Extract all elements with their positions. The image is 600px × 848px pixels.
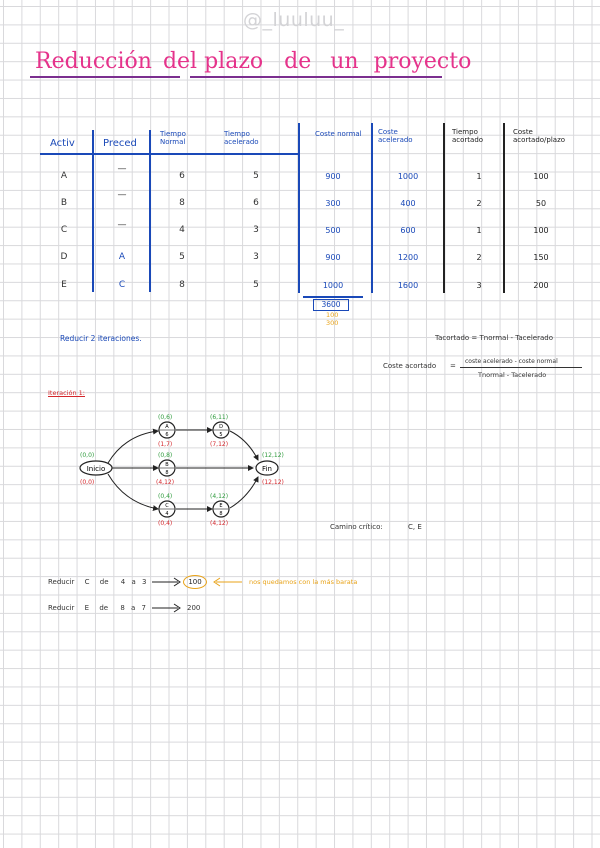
r1-arrow [152,577,182,587]
cell-cp: 100 [533,172,549,181]
camino-critico-value: C, E [408,523,422,531]
cell-preced: — [117,220,127,230]
cell-ca: 400 [400,199,416,208]
total-add: 300 [326,319,339,327]
header-tiempo-normal: Tiempo Normal [160,130,186,146]
cell-ta: 6 [253,198,259,208]
cell-activ: E [61,280,67,290]
cell-cp: 200 [533,281,549,290]
c-late: (0,4) [158,520,173,527]
edge-d-fin [230,431,258,460]
sum-line [303,296,363,298]
r2-from: 8 [120,604,125,612]
r1-activity: C [84,578,90,586]
cell-cn: 500 [325,226,341,235]
r1-note-arrow [212,577,242,587]
table-divider [371,123,373,293]
camino-critico-label: Camino crítico: [330,523,383,531]
title-word: proyecto [373,49,472,74]
header-coste-acortado-plazo: Coste acortado/plazo [513,128,566,144]
cell-ca: 600 [400,226,416,235]
cell-preced: — [117,164,127,174]
header-activ: Activ [50,138,75,149]
title-word: plazo [204,49,264,74]
table-header-line [40,153,298,155]
node-c-label: C [165,503,169,509]
cell-preced: C [118,280,126,290]
cell-ca: 1200 [397,253,419,262]
title-underline [190,76,442,78]
r2-arrow [152,603,182,613]
edge-inicio-a [108,431,158,463]
node-a-duration: 6 [165,432,169,438]
cell-cp: 150 [533,253,549,262]
r1-a: a [131,578,136,586]
cell-cn: 900 [325,253,341,262]
cell-tac: 2 [476,253,482,262]
node-d-duration: 5 [219,432,223,438]
cell-tac: 1 [476,172,482,181]
table-divider [503,123,505,293]
cell-cn: 300 [325,199,341,208]
fin-early: (12,12) [262,452,284,459]
r2-label: Reducir [48,604,75,612]
total-box: 3600 [313,299,349,311]
cell-activ: D [60,252,68,262]
formula-numerator: coste acelerado - coste normal [465,358,558,365]
cell-activ: A [60,171,68,181]
inicio-late: (0,0) [80,479,95,486]
cell-activ: C [60,225,68,235]
header-preced: Preced [103,138,137,149]
r1-de: de [99,578,109,586]
page-title [35,49,471,74]
r1-label: Reducir [48,578,75,586]
a-early: (0,6) [158,414,173,421]
project-network [70,405,310,530]
node-e-label: E [219,503,223,509]
reduction-row-1 [48,578,146,586]
r2-activity: E [84,604,90,612]
title-word: de [284,49,312,74]
node-c-duration: 4 [165,511,169,517]
r2-de: de [99,604,109,612]
cell-ca: 1000 [397,172,419,181]
node-b-duration: 8 [165,470,169,476]
table-divider [149,130,151,292]
cell-cn: 1000 [322,281,344,290]
inicio-early: (0,0) [80,452,95,459]
edge-e-fin [230,477,258,508]
node-e-duration: 8 [219,511,223,517]
cell-tac: 2 [476,199,482,208]
b-early: (0,8) [158,452,173,459]
formula-coste-eq: = [450,362,456,370]
title-word: del [162,49,198,74]
formula-tacortado: Tacortado = Tnormal - Tacelerado [435,334,553,342]
header-coste-acelerado: Coste acelerado [378,128,413,144]
iteracion-title: Iteración 1: [48,389,85,397]
cell-activ: B [60,198,68,208]
node-fin-label: Fin [262,465,272,473]
reduction-row-2 [48,604,146,612]
total-add: 100 [326,311,339,319]
r2-to: 7 [141,604,147,612]
watermark: @_luuluu_ [243,9,345,31]
r2-cost: 200 [187,604,201,612]
table-divider [298,123,300,293]
reducir-iteraciones: Reducir 2 iteraciones. [60,334,142,343]
cell-cp: 50 [535,199,547,208]
cell-ta: 5 [253,280,259,290]
title-word: Reducción [35,49,152,74]
header-tiempo-acelerado: Tiempo acelerado [224,130,259,146]
table-divider [443,123,445,293]
r2-a: a [131,604,136,612]
cell-tn: 6 [179,171,185,181]
cell-tac: 3 [476,281,482,290]
fraction-bar [460,367,582,368]
d-early: (6,11) [210,414,229,421]
table-divider [92,130,94,292]
e-late: (4,12) [210,520,229,527]
cell-ta: 3 [253,225,259,235]
header-tiempo-acortado: Tiempo acortado [452,128,484,144]
a-late: (1,7) [158,441,173,448]
cell-tac: 1 [476,226,482,235]
header-coste-normal: Coste normal [315,130,362,138]
node-d-label: D [219,424,223,430]
formula-denominator: Tnormal - Tacelerado [478,371,547,379]
cell-ta: 3 [253,252,259,262]
cell-tn: 5 [179,252,185,262]
node-b-label: B [165,462,169,468]
cell-ta: 5 [253,171,259,181]
cell-preced: A [118,252,126,262]
r1-note: nos quedamos con la más barata [249,578,358,586]
formula-coste-label: Coste acortado [383,362,437,370]
fin-late: (12,12) [262,479,284,486]
edge-inicio-c [108,474,158,509]
node-inicio-label: Inicio [86,465,106,473]
e-early: (4,12) [210,493,229,500]
title-word: un [330,49,359,74]
b-late: (4,12) [156,479,175,486]
r1-to: 3 [142,578,147,586]
cell-ca: 1600 [397,281,419,290]
cell-cp: 100 [533,226,549,235]
cell-tn: 8 [179,198,185,208]
cell-tn: 4 [179,225,185,235]
r1-from: 4 [120,578,126,586]
cell-cn: 900 [325,172,341,181]
title-underline [30,76,180,78]
cell-tn: 8 [179,280,185,290]
c-early: (0,4) [158,493,173,500]
node-a-label: A [165,424,169,430]
d-late: (7,12) [210,441,229,448]
r1-cost-circle: 100 [183,575,207,589]
cell-preced: — [117,190,127,200]
